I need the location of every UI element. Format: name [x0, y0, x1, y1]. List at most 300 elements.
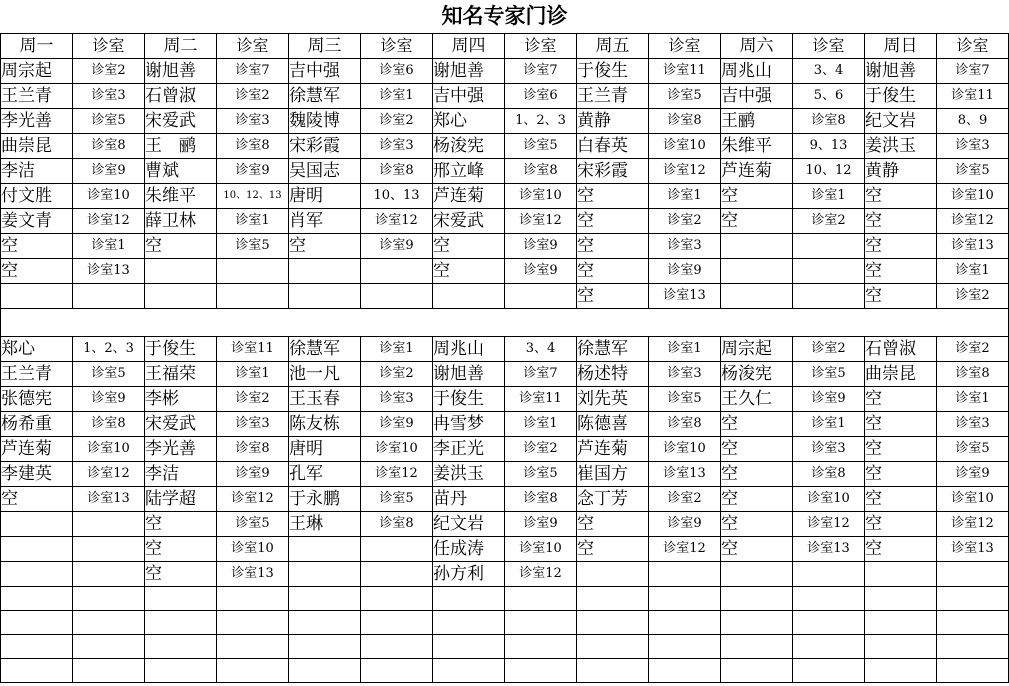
doctor-name: 王玉春	[289, 387, 361, 412]
room-number: 诊室1	[649, 337, 721, 362]
room-number	[793, 259, 865, 284]
day-header: 周二	[145, 34, 217, 59]
doctor-name: 孙方利	[433, 562, 505, 587]
doctor-name: 空	[865, 259, 937, 284]
doctor-name: 空	[865, 209, 937, 234]
doctor-name	[289, 537, 361, 562]
doctor-name: 王鹂	[721, 109, 793, 134]
room-number	[361, 259, 433, 284]
day-header: 周三	[289, 34, 361, 59]
room-number: 3、4	[793, 59, 865, 84]
doctor-name	[865, 635, 937, 659]
room-number	[649, 611, 721, 635]
doctor-name	[577, 659, 649, 683]
doctor-name	[577, 562, 649, 587]
room-number: 诊室8	[505, 159, 577, 184]
doctor-name	[1, 562, 73, 587]
room-number: 诊室8	[649, 412, 721, 437]
day-header: 周五	[577, 34, 649, 59]
room-number	[649, 587, 721, 611]
room-number: 诊室10	[505, 184, 577, 209]
table-row	[1, 587, 1009, 611]
doctor-name: 付文胜	[1, 184, 73, 209]
doctor-name	[1, 611, 73, 635]
doctor-name	[721, 259, 793, 284]
doctor-name: 宋彩霞	[577, 159, 649, 184]
doctor-name	[865, 659, 937, 683]
doctor-name	[721, 587, 793, 611]
room-number: 诊室5	[505, 134, 577, 159]
doctor-name: 吉中强	[721, 84, 793, 109]
room-number: 诊室2	[73, 59, 145, 84]
room-header: 诊室	[73, 34, 145, 59]
room-number: 诊室9	[649, 259, 721, 284]
room-number: 诊室9	[649, 512, 721, 537]
doctor-name: 空	[577, 209, 649, 234]
day-header: 周一	[1, 34, 73, 59]
doctor-name: 空	[721, 209, 793, 234]
doctor-name	[289, 587, 361, 611]
room-number: 诊室12	[505, 562, 577, 587]
room-number: 诊室11	[505, 387, 577, 412]
table-row	[1, 59, 1009, 84]
room-number: 5、6	[793, 84, 865, 109]
room-number: 诊室1	[937, 259, 1009, 284]
room-number: 诊室1	[505, 412, 577, 437]
doctor-name: 空	[145, 512, 217, 537]
room-number	[361, 659, 433, 683]
room-number	[649, 659, 721, 683]
section-divider	[0, 308, 1009, 336]
doctor-name: 空	[721, 462, 793, 487]
doctor-name: 芦连菊	[433, 184, 505, 209]
room-number: 诊室1	[361, 84, 433, 109]
table-row	[1, 412, 1009, 437]
room-number: 诊室5	[217, 512, 289, 537]
doctor-name	[289, 659, 361, 683]
doctor-name: 李洁	[1, 159, 73, 184]
doctor-name: 薛卫林	[145, 209, 217, 234]
doctor-name: 曹斌	[145, 159, 217, 184]
room-header: 诊室	[793, 34, 865, 59]
doctor-name: 空	[721, 184, 793, 209]
doctor-name: 念丁芳	[577, 487, 649, 512]
table-row	[1, 109, 1009, 134]
doctor-name: 王 鹂	[145, 134, 217, 159]
doctor-name: 空	[721, 537, 793, 562]
room-number: 诊室2	[649, 209, 721, 234]
room-number: 诊室8	[361, 512, 433, 537]
room-number: 诊室2	[793, 209, 865, 234]
room-number: 诊室12	[937, 209, 1009, 234]
table-row	[1, 159, 1009, 184]
doctor-name	[145, 587, 217, 611]
doctor-name: 李正光	[433, 437, 505, 462]
room-number: 诊室12	[73, 209, 145, 234]
room-number: 诊室7	[217, 59, 289, 84]
room-number: 诊室8	[505, 487, 577, 512]
doctor-name: 空	[577, 234, 649, 259]
room-number: 诊室5	[937, 159, 1009, 184]
doctor-name: 周宗起	[721, 337, 793, 362]
doctor-name: 芦连菊	[721, 159, 793, 184]
doctor-name: 杨浚宪	[721, 362, 793, 387]
doctor-name: 冉雪梦	[433, 412, 505, 437]
room-number: 诊室12	[937, 512, 1009, 537]
room-number: 诊室6	[361, 59, 433, 84]
doctor-name: 孔军	[289, 462, 361, 487]
room-number: 诊室9	[361, 234, 433, 259]
room-number: 诊室5	[73, 109, 145, 134]
doctor-name: 空	[865, 512, 937, 537]
doctor-name: 姜洪玉	[865, 134, 937, 159]
room-number	[937, 659, 1009, 683]
doctor-name: 空	[577, 184, 649, 209]
doctor-name: 池一凡	[289, 362, 361, 387]
room-number: 诊室2	[505, 437, 577, 462]
table-row	[1, 84, 1009, 109]
doctor-name: 姜文青	[1, 209, 73, 234]
room-number: 诊室5	[217, 234, 289, 259]
room-number: 诊室13	[937, 537, 1009, 562]
room-number: 诊室5	[505, 462, 577, 487]
table-row	[1, 362, 1009, 387]
table-row	[1, 284, 1009, 309]
room-number: 诊室3	[361, 387, 433, 412]
doctor-name	[865, 562, 937, 587]
room-number: 诊室11	[937, 84, 1009, 109]
doctor-name: 崔国方	[577, 462, 649, 487]
room-number: 诊室2	[793, 337, 865, 362]
doctor-name: 唐明	[289, 437, 361, 462]
room-number: 诊室10	[217, 537, 289, 562]
room-number: 诊室8	[73, 412, 145, 437]
doctor-name	[433, 659, 505, 683]
doctor-name	[577, 611, 649, 635]
doctor-name: 空	[865, 537, 937, 562]
doctor-name	[721, 284, 793, 309]
doctor-name: 空	[865, 284, 937, 309]
doctor-name	[865, 587, 937, 611]
table-row	[1, 537, 1009, 562]
room-number	[73, 611, 145, 635]
doctor-name: 空	[433, 259, 505, 284]
room-number: 诊室13	[793, 537, 865, 562]
room-number: 诊室1	[73, 234, 145, 259]
room-number: 诊室9	[73, 387, 145, 412]
doctor-name: 石曾淑	[145, 84, 217, 109]
doctor-name: 于俊生	[433, 387, 505, 412]
room-number: 1、2、3	[73, 337, 145, 362]
room-number	[793, 659, 865, 683]
room-number: 诊室13	[73, 487, 145, 512]
doctor-name: 空	[145, 234, 217, 259]
doctor-name: 周兆山	[433, 337, 505, 362]
doctor-name: 空	[577, 284, 649, 309]
doctor-name: 王琳	[289, 512, 361, 537]
room-number	[217, 611, 289, 635]
doctor-name	[433, 284, 505, 309]
room-number: 诊室10	[73, 437, 145, 462]
table-row	[1, 259, 1009, 284]
room-number: 诊室1	[937, 387, 1009, 412]
doctor-name: 空	[1, 259, 73, 284]
doctor-name: 肖军	[289, 209, 361, 234]
table-row	[1, 234, 1009, 259]
doctor-name	[289, 562, 361, 587]
doctor-name: 徐慧军	[289, 337, 361, 362]
doctor-name: 于永鹏	[289, 487, 361, 512]
doctor-name: 吉中强	[433, 84, 505, 109]
doctor-name: 徐慧军	[577, 337, 649, 362]
room-number: 诊室3	[73, 84, 145, 109]
room-number	[73, 284, 145, 309]
table-row	[1, 209, 1009, 234]
doctor-name: 李光善	[1, 109, 73, 134]
doctor-name: 李光善	[145, 437, 217, 462]
room-number: 诊室3	[217, 109, 289, 134]
room-number: 诊室5	[793, 362, 865, 387]
room-number: 诊室3	[937, 134, 1009, 159]
room-number: 诊室3	[937, 412, 1009, 437]
doctor-name: 陈德喜	[577, 412, 649, 437]
room-number: 诊室2	[937, 284, 1009, 309]
room-number	[505, 284, 577, 309]
room-number: 诊室8	[793, 109, 865, 134]
table-row	[1, 611, 1009, 635]
doctor-name: 黄静	[577, 109, 649, 134]
room-number: 9、13	[793, 134, 865, 159]
doctor-name	[145, 284, 217, 309]
doctor-name: 空	[721, 487, 793, 512]
doctor-name	[577, 635, 649, 659]
room-number: 诊室13	[649, 284, 721, 309]
doctor-name	[1, 659, 73, 683]
doctor-name: 郑心	[433, 109, 505, 134]
doctor-name: 宋彩霞	[289, 134, 361, 159]
room-number: 诊室3	[217, 412, 289, 437]
room-number: 诊室7	[505, 362, 577, 387]
room-number: 诊室12	[361, 209, 433, 234]
doctor-name: 空	[721, 437, 793, 462]
doctor-name: 王久仁	[721, 387, 793, 412]
room-number: 诊室12	[649, 159, 721, 184]
doctor-name	[1, 512, 73, 537]
room-number: 诊室2	[217, 387, 289, 412]
room-number	[361, 537, 433, 562]
doctor-name: 朱维平	[721, 134, 793, 159]
room-number: 诊室11	[649, 59, 721, 84]
table-row	[1, 487, 1009, 512]
table-row	[1, 562, 1009, 587]
doctor-name: 芦连菊	[577, 437, 649, 462]
doctor-name: 谢旭善	[433, 59, 505, 84]
doctor-name	[721, 562, 793, 587]
room-number: 8、9	[937, 109, 1009, 134]
room-number: 诊室12	[73, 462, 145, 487]
room-number: 诊室10	[505, 537, 577, 562]
day-header: 周日	[865, 34, 937, 59]
schedule-table-bottom	[0, 336, 1009, 683]
doctor-name: 空	[577, 512, 649, 537]
doctor-name	[289, 635, 361, 659]
doctor-name: 空	[577, 259, 649, 284]
doctor-name	[145, 611, 217, 635]
room-number: 诊室12	[793, 512, 865, 537]
room-number: 诊室9	[505, 259, 577, 284]
doctor-name: 陆学超	[145, 487, 217, 512]
room-number	[217, 259, 289, 284]
doctor-name: 空	[1, 487, 73, 512]
room-number: 诊室2	[937, 337, 1009, 362]
doctor-name: 唐明	[289, 184, 361, 209]
doctor-name	[433, 611, 505, 635]
doctor-name: 空	[865, 462, 937, 487]
room-number	[361, 635, 433, 659]
doctor-name: 石曾淑	[865, 337, 937, 362]
room-header: 诊室	[937, 34, 1009, 59]
doctor-name: 苗丹	[433, 487, 505, 512]
room-number: 诊室3	[649, 234, 721, 259]
room-number: 诊室3	[649, 362, 721, 387]
doctor-name	[721, 234, 793, 259]
room-number: 诊室8	[649, 109, 721, 134]
doctor-name	[289, 259, 361, 284]
room-number	[73, 562, 145, 587]
room-number	[361, 611, 433, 635]
room-number: 10、13	[361, 184, 433, 209]
doctor-name	[289, 284, 361, 309]
doctor-name: 曲崇昆	[865, 362, 937, 387]
doctor-name: 王兰青	[1, 362, 73, 387]
doctor-name	[865, 611, 937, 635]
doctor-name	[721, 611, 793, 635]
room-number: 诊室9	[937, 462, 1009, 487]
table-row	[1, 184, 1009, 209]
doctor-name: 空	[865, 184, 937, 209]
room-number: 诊室12	[361, 462, 433, 487]
doctor-name	[145, 259, 217, 284]
room-number: 诊室9	[505, 512, 577, 537]
room-number	[505, 659, 577, 683]
room-number: 诊室8	[937, 362, 1009, 387]
doctor-name	[1, 635, 73, 659]
doctor-name: 杨希重	[1, 412, 73, 437]
doctor-name: 刘先英	[577, 387, 649, 412]
doctor-name	[577, 587, 649, 611]
room-number	[793, 562, 865, 587]
doctor-name: 吉中强	[289, 59, 361, 84]
room-number	[937, 611, 1009, 635]
room-number: 诊室2	[649, 487, 721, 512]
room-number	[937, 562, 1009, 587]
room-number	[793, 635, 865, 659]
room-number	[217, 659, 289, 683]
room-number: 诊室5	[649, 84, 721, 109]
doctor-name: 空	[865, 387, 937, 412]
doctor-name: 纪文岩	[865, 109, 937, 134]
doctor-name: 李建英	[1, 462, 73, 487]
doctor-name	[1, 587, 73, 611]
page-title: 知名专家门诊	[441, 4, 568, 28]
room-number	[73, 512, 145, 537]
doctor-name	[433, 587, 505, 611]
room-number: 1、2、3	[505, 109, 577, 134]
room-number	[793, 611, 865, 635]
room-number	[361, 284, 433, 309]
room-number: 诊室10	[649, 437, 721, 462]
room-number	[361, 562, 433, 587]
doctor-name	[1, 537, 73, 562]
table-row	[1, 134, 1009, 159]
doctor-name	[145, 659, 217, 683]
doctor-name: 郑心	[1, 337, 73, 362]
doctor-name: 宋爱武	[145, 412, 217, 437]
room-number: 诊室1	[217, 362, 289, 387]
doctor-name: 于俊生	[865, 84, 937, 109]
room-number	[937, 587, 1009, 611]
doctor-name: 谢旭善	[145, 59, 217, 84]
room-header: 诊室	[649, 34, 721, 59]
doctor-name	[433, 635, 505, 659]
room-number	[217, 635, 289, 659]
room-number	[505, 635, 577, 659]
doctor-name: 曲崇昆	[1, 134, 73, 159]
table-row	[1, 635, 1009, 659]
room-number: 诊室10	[937, 487, 1009, 512]
table-row	[1, 512, 1009, 537]
room-number	[505, 587, 577, 611]
room-number: 诊室10	[73, 184, 145, 209]
table-row	[1, 337, 1009, 362]
doctor-name: 王福荣	[145, 362, 217, 387]
room-number: 诊室1	[793, 412, 865, 437]
room-number	[649, 562, 721, 587]
doctor-name: 空	[865, 412, 937, 437]
doctor-name: 姜洪玉	[433, 462, 505, 487]
room-number: 诊室7	[937, 59, 1009, 84]
doctor-name: 邢立峰	[433, 159, 505, 184]
table-row	[1, 462, 1009, 487]
room-number: 诊室11	[217, 337, 289, 362]
doctor-name	[1, 284, 73, 309]
doctor-name: 空	[1, 234, 73, 259]
doctor-name: 魏陵博	[289, 109, 361, 134]
room-number: 诊室5	[649, 387, 721, 412]
table-row	[1, 387, 1009, 412]
doctor-name: 白春英	[577, 134, 649, 159]
room-number: 诊室12	[217, 487, 289, 512]
doctor-name: 陈友栋	[289, 412, 361, 437]
room-number	[505, 611, 577, 635]
doctor-name: 任成涛	[433, 537, 505, 562]
room-number: 诊室10	[793, 487, 865, 512]
room-number: 诊室3	[361, 134, 433, 159]
room-number: 诊室9	[217, 462, 289, 487]
room-number: 诊室3	[793, 437, 865, 462]
room-number: 诊室12	[649, 537, 721, 562]
room-number: 诊室5	[361, 487, 433, 512]
room-number: 诊室1	[649, 184, 721, 209]
doctor-name: 周宗起	[1, 59, 73, 84]
schedule-table-top	[0, 33, 1009, 309]
room-number	[73, 587, 145, 611]
room-number: 诊室12	[505, 209, 577, 234]
room-number: 3、4	[505, 337, 577, 362]
room-number: 诊室8	[361, 159, 433, 184]
table-row	[1, 437, 1009, 462]
room-number: 诊室10	[937, 184, 1009, 209]
